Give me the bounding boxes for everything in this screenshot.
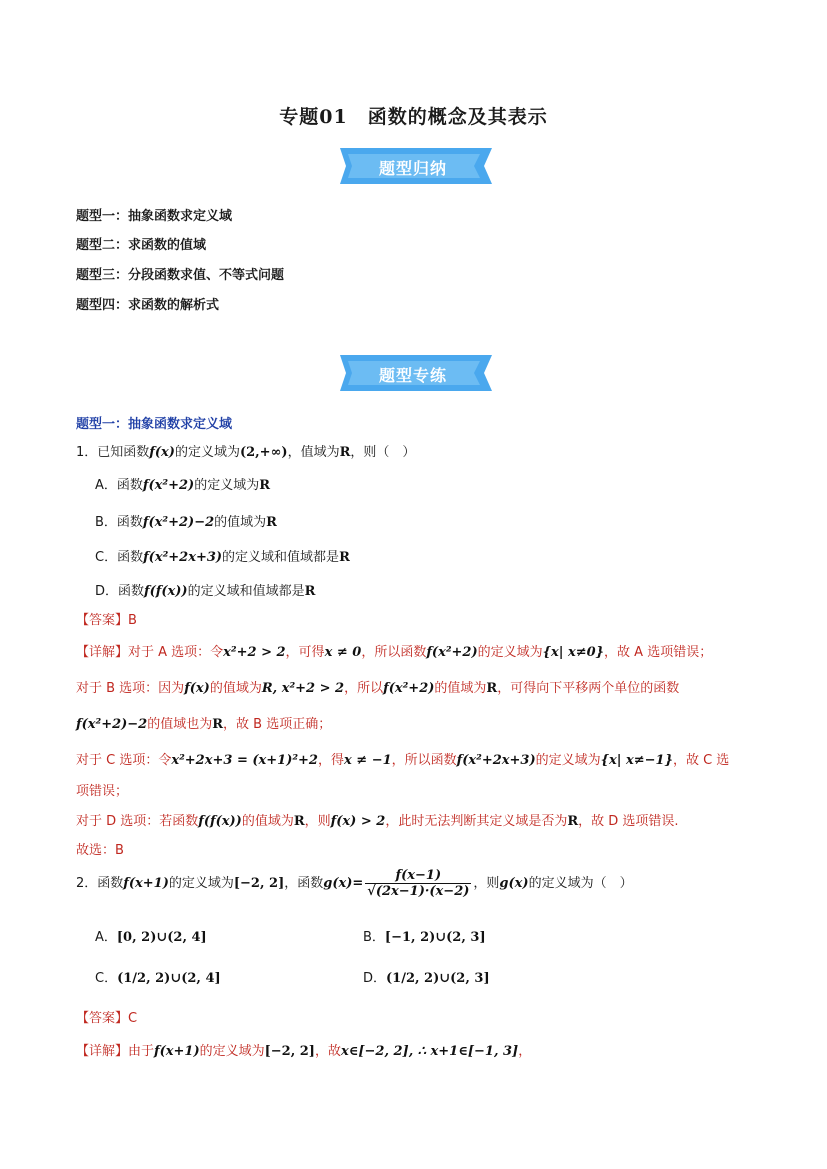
q1-stem-text: 的定义域为 [174,445,240,460]
q1-stem-text: ，则（ ） [350,445,416,460]
exp-math: x²+2 > 2 [223,645,286,660]
exp-text: ，所以函数 [361,645,427,660]
option-label: A． [95,930,117,945]
toc-item-2: 题型二：求函数的值域 [76,238,207,253]
exp-math: R, x²+2 > 2 [261,681,345,696]
toc-item-3: 题型三：分段函数求值、不等式问题 [76,268,285,283]
option-math: R [304,584,316,599]
option-math: R [339,550,350,565]
exp-math: x ≠ 0 [324,645,362,660]
q2-math: g(x) [499,876,529,891]
exp-text: ，故 D 选项错误. [578,814,679,829]
exp-text: 的定义域为 [477,645,543,660]
q2-fraction-numerator: f(x−1) [365,868,471,884]
q1-explanation-line-4 [76,749,729,768]
exp-math: R [567,814,579,829]
exp-text: ，得 [317,753,344,768]
q2-option-b [363,926,486,945]
page-title: 专题01 函数的概念及其表示 [279,106,548,128]
option-text: 的定义域和值域都是 [222,550,340,565]
exp-math: [−2, 2] [264,1044,315,1059]
option-math: f(x²+2)−2 [142,515,215,530]
q1-stem [76,441,415,460]
q2-stem-text: 的定义域为 [168,876,234,891]
exp-math: R [212,717,224,732]
exp-text: 【详解】由于 [76,1044,155,1059]
q2-math: f(x+1) [123,876,169,891]
exp-math: f(x+1) [154,1044,200,1059]
banner-summary [334,146,492,186]
exp-math: f(x²+2) [426,645,478,660]
q1-math: R [339,445,351,460]
q1-option-b [95,511,277,530]
exp-text: ，所以函数 [391,753,457,768]
q2-answer: 【答案】C [76,1011,138,1026]
q2-math: [−2, 2] [233,876,285,891]
q1-stem-text: ，值域为 [287,445,340,460]
exp-text: 的定义域为 [535,753,601,768]
exp-text: ， [518,1044,532,1059]
q1-explanation-line-2 [76,677,679,696]
q1-option-a [95,474,270,493]
q2-stem-text: 的定义域为（ ） [528,876,633,891]
q1-option-d [95,580,315,599]
exp-math: f(f(x)) [198,814,242,829]
q2-stem-text: 2．函数 [76,876,124,891]
option-math: f(f(x)) [144,584,188,599]
toc-item-4: 题型四：求函数的解析式 [76,298,220,313]
banner-summary-text: 题型归纳 [378,159,447,178]
exp-math: {x| x≠0} [542,645,605,660]
exp-math: {x| x≠−1} [600,753,673,768]
exp-text: ，则 [304,814,331,829]
option-math: f(x²+2x+3) [143,550,223,565]
toc-item-1: 题型一：抽象函数求定义域 [76,209,233,224]
q1-math: f(x) [149,445,175,460]
q1-answer: 【答案】B [76,613,137,628]
exp-math: f(x²+2) [383,681,435,696]
q1-explanation-line-3 [76,713,331,732]
exp-math: x²+2x+3 = (x+1)²+2 [171,753,318,768]
exp-text: 的值域为 [209,681,262,696]
exp-text: ，故 C 选 [672,753,730,768]
exp-text: 对于 D 选项：若函数 [76,814,199,829]
q1-explanation-line-7: 故选：B [76,843,124,858]
q1-explanation-line-6 [76,810,679,829]
q1-stem-text: 1．已知函数 [76,445,150,460]
exp-text: 的定义域为 [199,1044,265,1059]
option-math: R [266,515,277,530]
exp-math: R [486,681,498,696]
exp-text: ，此时无法判断其定义域是否为 [385,814,568,829]
exp-text: ，故 [314,1044,341,1059]
exp-text: 【详解】对于 A 选项：令 [76,645,224,660]
q2-option-c [95,967,221,986]
exp-text: 的值域也为 [147,717,213,732]
option-math: (1/2, 2)∪(2, 3] [386,971,490,986]
option-math: f(x²+2) [142,478,195,493]
exp-math: f(x) > 2 [330,814,386,829]
q2-fraction [365,868,471,899]
option-math: [0, 2)∪(2, 4] [116,930,207,945]
q1-explanation-line-1 [76,641,712,660]
option-label: B．函数 [95,515,143,530]
section-heading-1: 题型一：抽象函数求定义域 [76,417,233,432]
exp-math: x∈[−2, 2], ∴ x+1∈[−1, 3] [340,1044,519,1059]
exp-math: f(x²+2x+3) [456,753,536,768]
q1-explanation-line-5: 项错误； [76,784,129,799]
exp-text: ，可得向下平移两个单位的函数 [497,681,680,696]
option-text: 的值域为 [214,515,267,530]
exp-text: 对于 B 选项：因为 [76,681,185,696]
banner-practice [334,353,492,393]
exp-math: R [293,814,305,829]
exp-math: f(x) [184,681,210,696]
q2-stem-text: ，则 [473,876,500,891]
option-math: [−1, 2)∪(2, 3] [384,930,486,945]
q2-stem [76,868,633,899]
q2-explanation-line-1 [76,1040,531,1059]
exp-text: 的值域为 [434,681,487,696]
option-text: 的定义域和值域都是 [187,584,305,599]
option-math: R [259,478,271,493]
option-label: A．函数 [95,478,143,493]
banner-practice-text: 题型专练 [378,366,447,385]
option-label: B． [363,930,385,945]
q2-option-d [363,967,490,986]
option-label: D．函数 [95,584,145,599]
exp-text: ，故 A 选项错误； [604,645,713,660]
q1-option-c [95,546,350,565]
option-label: C． [95,971,118,986]
q2-option-a [95,926,207,945]
option-math: (1/2, 2)∪(2, 4] [117,971,221,986]
q2-math: g(x)= [323,876,364,891]
exp-text: 对于 C 选项：令 [76,753,172,768]
exp-math: x ≠ −1 [344,753,392,768]
option-label: C．函数 [95,550,144,565]
q1-math: (2,+∞) [239,445,288,460]
exp-text: ，故 B 选项正确； [223,717,332,732]
q2-stem-text: ，函数 [284,876,324,891]
exp-math: f(x²+2)−2 [76,717,148,732]
exp-text: ，可得 [285,645,325,660]
option-text: 的定义域为 [194,478,260,493]
exp-text: ，所以 [344,681,384,696]
exp-text: 的值域为 [241,814,294,829]
q2-fraction-denominator: √(2x−1)·(x−2) [367,884,470,899]
option-label: D． [363,971,387,986]
